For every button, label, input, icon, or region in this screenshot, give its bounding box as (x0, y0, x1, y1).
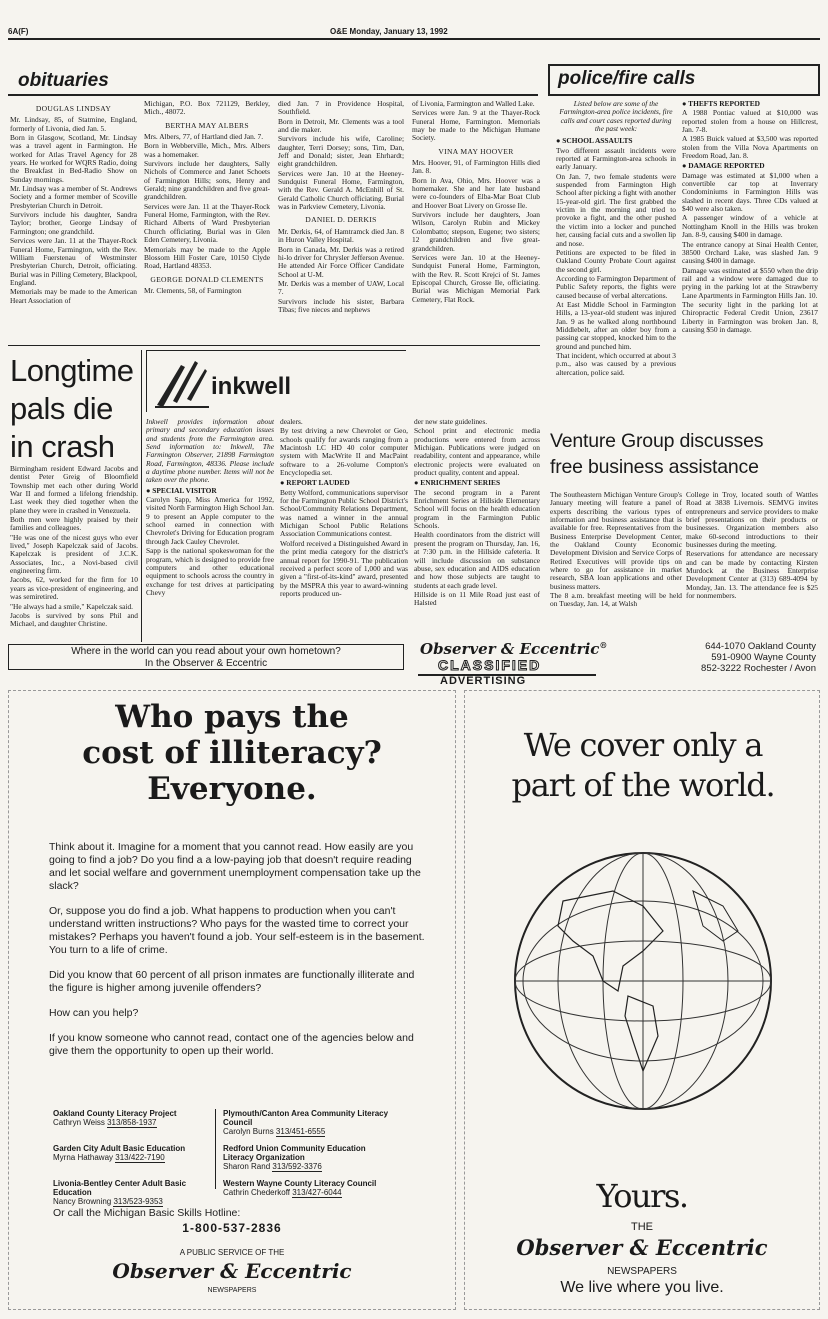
world-headline (475, 725, 811, 805)
venture-paragraph: College in Troy, located south of Wattles Road at 3838 Livernois. SEMVG invites entrepreneurs and service providers to make brief presentations on their products or businesses. Organization members also make 60-second introductions to their businesses during the meeting. (686, 491, 818, 550)
inkwell-intro: Inkwell provides information about primary and secondary education issues and students from the Farmington area. Send information to: Inkwell, The Farmington Observer, 21898 Farmington Road, Farmington, 48336. Please include a daytime phone number. Items will not be taken over the phone. (146, 418, 274, 485)
venture-column-2 (686, 491, 818, 643)
police-paragraph: Two different assault incidents were reported at Farmington-area schools in early January. (556, 145, 676, 172)
inkwell-paragraph: The second program in a Parent Enrichment Series at Hillside Elementary School will focus on the health education program in the Farmington Public Schools. (414, 487, 540, 531)
agency-entry: Oakland County Literacy Project Cathryn Weiss 313/858-1937 (53, 1109, 177, 1127)
police-paragraph: That incident, which occurred at about 3 p.m., also was caused by a previous altercation, police said. (556, 350, 676, 377)
classified-phones (640, 641, 816, 674)
inkwell-paragraph: School print and electronic media productions were entered from across Michigan. Publications were judged on readability, content and appearance, while electronic projects were evaluated on product quality, content and appeal. (414, 426, 540, 478)
headline-line: Who pays the (115, 699, 349, 735)
obit-paragraph: Mr. Clements, 58, of Farmington (144, 285, 242, 295)
hometown-promo (8, 644, 404, 670)
inkwell-column-1 (146, 418, 274, 642)
obit-name-albers: BERTHA MAY ALBERS (165, 120, 249, 130)
registered-mark: ® (599, 640, 608, 650)
obit-column-3 (278, 100, 404, 340)
promo-line: Where in the world can you read about your own hometown? (71, 646, 341, 657)
obit-paragraph: of Livonia, Farmington and Walled Lake. (412, 100, 535, 108)
headline-line: Everyone. (147, 771, 317, 807)
school-assaults-heading: ● SCHOOL ASSAULTS (556, 136, 633, 146)
obit-paragraph: Memorials may be made to the American Heart Association of (10, 287, 137, 305)
obit-paragraph: died Jan. 7 in Providence Hospital, Southfield. (278, 100, 404, 117)
obit-paragraph: Memorials may be made to the Apple Blossom Hill Foster Care, 10150 Clyde Road, Hartland 48353. (144, 244, 270, 271)
literacy-body (49, 841, 429, 1058)
story-paragraph: Birmingham resident Edward Jacobs and dentist Peter Greig of Bloomfield Township met each other during World War II and formed a lifelong friendship. Last week they died together when the plane they were in crashed in Venezuela. (10, 465, 138, 515)
police-paragraph: A 1988 Pontiac valued at $10,000 was reported stolen from a house on Hillcrest, Jan. 7-8. (682, 108, 818, 135)
venture-paragraph: The 8 a.m. breakfast meeting will be held on Tuesday, Jan. 14, at Walsh (550, 591, 682, 609)
obit-bottom-rule (8, 345, 540, 346)
police-column-2 (682, 100, 818, 400)
advertising-word: ADVERTISING (440, 675, 527, 687)
obit-paragraph: Born in Canada, Mr. Derkis was a retired hi-lo driver for Chrysler Jefferson Avenue. He attended Air Force Officer Candidate School at U-M. (278, 244, 404, 279)
inkwell-paragraph: Hillside is on 11 Mile Road just east of Halsted (414, 589, 540, 608)
obit-paragraph: Services were Jan. 11 at the Thayer-Rock Funeral Home, Farmington, with the Rev. Richard Alberts of Ward Presbyterian Church officiating. Burial was in Glen Eden Cemetery, Livonia. (144, 201, 270, 245)
obit-paragraph: Born in Ava, Ohio, Mrs. Hoover was a homemaker. She and her late husband were co-founders of Elba-Mar Boat Club and Hoover Boat Livery on Grosse Ile. (412, 175, 540, 210)
page-number: 6A(F) (8, 27, 29, 36)
phone-line: 644-1070 Oakland County (705, 641, 816, 652)
obit-paragraph: Services were Jan. 9 at the Thayer-Rock Funeral Home, Farmington. Memorials may be made to the Michigan Humane Society. (412, 108, 540, 143)
obit-column-2 (144, 100, 270, 340)
obit-column-4 (412, 100, 540, 340)
obit-paragraph: Services were Jan. 10 at the Heeney-Sundquist Funeral Home, Farmington, with the Rev. Gerald A. McEnhill of St. Gerald Catholic Church officiating. Burial was in Parkview Cemetery, Livonia. (278, 168, 404, 212)
police-fire-underline (548, 94, 820, 96)
obit-paragraph: Survivors include his wife, Caroline; daughter, Terri Dorsey; sons, Tim, Dan, Jeff and Donald; sister, Jean Ehrhardt; eight grandchildren. (278, 134, 404, 169)
obit-name-hoover: VINA MAY HOOVER (438, 146, 514, 156)
world-the: THE (631, 1221, 653, 1233)
obit-paragraph: Born in Detroit, Mr. Clements was a tool and die maker. (278, 116, 404, 135)
header-rule (8, 38, 820, 40)
police-paragraph: Petitions are expected to be filed in Oakland County Probate Court against the second girl. (556, 247, 676, 274)
police-paragraph: A 1985 Buick valued at $3,500 was reported stolen from the Villa Nova Apartments on Freedom Road, Jan. 8. (682, 134, 818, 161)
headline-line: Longtime (10, 353, 134, 388)
headline-line: cost of illiteracy? (82, 735, 382, 771)
headline-line: part of the world. (511, 766, 775, 804)
police-paragraph: At East Middle School in Farmington Hills, a 13-year-old student was injured Jan. 9 as he walked along northbound Middlebelt, after an older boy from a passing car stopped, knocked him to the ground and punched him. (556, 299, 676, 351)
story-paragraph: Both men were highly praised by their families and colleagues. (10, 515, 138, 533)
obit-paragraph: Mr. Lindsay, 85, of Statmine, England, formerly of Livonia, died Jan. 5. (10, 115, 137, 133)
literacy-brand: Observer & Eccentric (112, 1259, 352, 1283)
special-visitor-heading: ● SPECIAL VISITOR (146, 485, 217, 495)
obit-paragraph: Mr. Derkis was a member of UAW, Local 7. (278, 278, 404, 297)
obit-paragraph: Michigan, P.O. Box 721129, Berkley, Mich., 48072. (144, 100, 270, 117)
obit-name-lindsay: DOUGLAS LINDSAY (35, 104, 112, 113)
enrichment-series-heading: ● ENRICHMENT SERIES (414, 478, 501, 488)
obit-paragraph: Services were Jan. 11 at the Thayer-Rock Funeral Home, Farmington, with the Rev. William Fuerstenau of Westminster Presbyterian Church, Detroit, officiating. Burial was in Pilling Cemetery, Blackpool, England. (10, 236, 137, 287)
inkwell-paragraph: der new state guidelines. (414, 418, 488, 426)
police-intro: Listed below are some of the Farmington-area police incidents, fire calls and court cases reported during the past week: (559, 100, 673, 134)
police-paragraph: On Jan. 7, two female students were suspended from Farmington High School after picking a fight with another 15-year-old girl. The first grabbed the victim in the morning and tried to provoke a fight, and the other pushed the victim into a locker and punched her, causing facial cuts and a swollen lip and nose. (556, 171, 676, 248)
agency-entry: Redford Union Community Education Literacy Organization Sharon Rand 313/592-3376 (223, 1144, 366, 1171)
headline-line: We cover only a (523, 726, 763, 764)
inkwell-paragraph: Betty Wolford, communications supervisor for the Farmington Public School District's School/Community Relations Department, was named a winner in the annual Michigan School Public Relations Association Communications contest. (280, 487, 408, 539)
literacy-paragraph: Did you know that 60 percent of all prison inmates are functionally illiterate and the figure is higher among juvenile offenders? (49, 969, 415, 994)
story-paragraph: Jacobs is survived by sons Phil and Michael, and daughter Christine. (10, 610, 138, 629)
police-paragraph: A passenger window of a vehicle at Nottingham Knoll in the Hills was broken Jan. 8-9, causing $400 in damage. (682, 213, 818, 240)
story-paragraph: "He always had a smile," Kapelczak said. (10, 601, 134, 611)
inkwell-paragraph: By test driving a new Chevrolet or Geo, schools qualify for awards ranging from a Macintosh LC HD 40 color computer system with MacWrite II and MacPaint software to a 26-volume Compton's Encyclopedia set. (280, 426, 408, 478)
phone-line: 591-0900 Wayne County (711, 652, 816, 663)
globe-icon (493, 831, 793, 1131)
literacy-ad (8, 690, 456, 1310)
obit-name-clements: GEORGE DONALD CLEMENTS (150, 274, 264, 284)
obit-paragraph: Survivors include her daughters, Sally Nichols of Commerce and Janet Schoets of Farmington Hills; sons, Henry and Gerald; nine grandchildren and five great-grandchildren. (144, 159, 270, 202)
inkwell-masthead (146, 350, 406, 412)
obit-paragraph: Mrs. Hoover, 91, of Farmington Hills died Jan. 8. (412, 158, 540, 176)
obit-paragraph: Survivors include his sister, Barbara Tibas; five nieces and nephews (278, 296, 404, 314)
hotline-number: 1-800-537-2836 (182, 1221, 282, 1235)
venture-paragraph: The Southeastern Michigan Venture Group's January meeting will feature a panel of experts describing the various types of information and business assistance that is available for free. Representatives from the Business Enterprise Development Center, the Oakland County Economic Development Division and Service Corps of Retired Executives will provide tips on where to go for assistance in market research, SBA loan applications and other business matters. (550, 491, 682, 591)
column-divider (141, 350, 142, 642)
literacy-paragraph: Think about it. Imagine for a moment that you cannot read. How easily are you going to find a job? Do you find a a low-paying job that doesn't require reading and let social welfare and government unemployment compensation take up the slack? (49, 841, 421, 892)
police-paragraph: According to Farmington Department of Public Safety reports, the fights were caused because of verbal altercations. (556, 273, 676, 300)
world-ad (464, 690, 820, 1310)
quill-icon (151, 355, 211, 411)
world-tagline: We live where you live. (560, 1279, 724, 1296)
obit-paragraph: Mr. Derkis, 64, of Hamtramck died Jan. 8 in Huron Valley Hospital. (278, 226, 404, 245)
agency-entry: Garden City Adult Basic Education Myrna Hathaway 313/422-7190 (53, 1144, 186, 1162)
police-paragraph: Damage was estimated at $550 when the drip rail and a window were damaged due to prying in the parking lot at the Strawberry Lane Apartments in Farmington Hills Jan. 10. (682, 265, 818, 300)
headline-line: Venture Group discusses (550, 430, 764, 452)
inkwell-paragraph: Wolford received a Distinguished Award in the print media category for the district's annual report for 1990-91. The publication received a perfect score of 1,000 and was given a "first-of-its-kind" award, presented by the MSPRA this year to award-winning reports produced un- (280, 538, 408, 598)
headline-line: in crash (10, 429, 115, 464)
agency-divider (215, 1109, 216, 1189)
agency-entry: Livonia-Bentley Center Adult Basic Education Nancy Browning 313/523-9353 (53, 1179, 187, 1206)
literacy-headline (9, 699, 455, 807)
obit-paragraph: Born in Glasgow, Scotland, Mr. Lindsay was a travel agent in Farmington. He worked for Atlas Travel Agency for 28 years. He worked for WQRS Radio, doing the Breakfast in Bed-Radio Show on Sunday mornings. (10, 133, 137, 184)
police-paragraph: Damage was estimated at $1,000 when a convertible car top at Inverrary Condominiums in Farmington Hills was slashed in recent days. Three CDs valued at $40 were also taken. (682, 170, 818, 214)
literacy-newspapers: NEWSPAPERS (207, 1287, 257, 1294)
inkwell-column-3 (414, 418, 540, 642)
inkwell-column-2 (280, 418, 408, 642)
police-paragraph: The security light in the parking lot at Chiropractic Federal Credit Union, 23617 Liberty in Farmington was broken Jan. 8, causing $50 in damage. (682, 299, 818, 334)
hotline-label: Or call the Michigan Basic Skills Hotline: (53, 1207, 241, 1219)
headline-line: free business assistance (550, 456, 759, 478)
obit-paragraph: Mr. Lindsay was a member of St. Andrews Society and a former member of Scoville Presbyterian Church in Detroit. (10, 184, 137, 210)
obit-paragraph: Mrs. Albers, 77, of Hartland died Jan. 7. (144, 132, 264, 142)
inkwell-paragraph: Carolyn Sapp, Miss America for 1992, visited North Farmington High School Jan. 9 to present an Apple computer to the school earned in connection with Chevrolet's Driving for Education program through Jack Cauley Chevrolet. (146, 495, 274, 546)
literacy-paragraph: Or, suppose you do find a job. What happens to production when you can't understand written instructions? Who pays for the wasted time to correct your mistakes? Perhaps you haven't found a job. Your self-esteem is in the basement. You turn to a life of crime. (49, 905, 425, 956)
literacy-paragraph: How can you help? (49, 1007, 139, 1019)
world-newspapers: NEWSPAPERS (607, 1266, 677, 1277)
world-brand: Observer & Eccentric (516, 1235, 768, 1260)
obit-paragraph: Services were Jan. 10 at the Heeney-Sundquist Funeral Home, Farmington, with the Rev. R. Scott Krejci of St. James Episcopal Church, Grosse Ile, officiating. Burial was Michigan Memorial Park Cemetery, Flat Rock. (412, 252, 540, 304)
obit-paragraph: Born in Webberville, Mich., Mrs. Albers was a homemaker. (144, 141, 270, 159)
inkwell-heading: inkwell (211, 373, 292, 400)
venture-headline (550, 428, 763, 480)
inkwell-paragraph: Sapp is the national spokeswoman for the program, which is designed to provide free computers and other educational equipment to schools across the country in exchange for test drives at participating Chevy (146, 546, 274, 597)
damage-heading: ● DAMAGE REPORTED (682, 161, 765, 171)
venture-column-1 (550, 491, 682, 643)
inkwell-paragraph: Health coordinators from the district will present the program on Thursday, Jan. 16, at 7:30 p.m. in the Hillside cafeteria. It will include discussion on substance abuse, sex education and AIDS education and how those subjects are taught to students at each grade level. (414, 530, 540, 590)
story-paragraph: Jacobs, 62, worked for the firm for 10 years as vice-president of engineering, and was semiretired. (10, 575, 138, 602)
classified-brand: Observer & Eccentric® (420, 640, 608, 658)
public-service-label: A PUBLIC SERVICE OF THE (179, 1248, 285, 1257)
headline-line: pals die (10, 391, 113, 426)
obituaries-underline (8, 94, 538, 96)
thefts-heading: ● THEFTS REPORTED (682, 100, 760, 108)
obit-paragraph: Survivors include his daughter, Sandra Taylor; brother, George Lindsay of Farmington; one grandchild. (10, 210, 137, 236)
phone-line: 852-3222 Rochester / Avon (701, 663, 816, 674)
inkwell-paragraph: dealers. (280, 418, 303, 426)
longtime-headline (10, 352, 134, 466)
obit-paragraph: Survivors include her daughters, Joan Wilson, Carolyn Rubin and Mickey Colombatto; stepson, Eugene; two sisters; 12 grandchildren and five great-grandchildren. (412, 210, 540, 253)
literacy-paragraph: If you know someone who cannot read, contact one of the agencies below and give them the opportunity to open up their world. (49, 1032, 414, 1057)
story-paragraph: "He was one of the nicest guys who ever lived," Joseph Kapelczak said of Jacobs. Kapelczak is president of J.C.K. Associates, Inc., a Novi-based civil engineering firm. (10, 532, 138, 576)
police-fire-heading: police/fire calls (558, 68, 696, 89)
classified-ad (410, 640, 820, 688)
police-column-1 (556, 100, 676, 400)
venture-paragraph: Reservations for attendance are necessary and can be made by contacting Kirsten Murdock at the Business Enterprise Development Center at (313) 689-4094 by Monday, Jan. 13. The attendance fee is $25 for nonmembers. (686, 549, 818, 601)
obit-column-1 (10, 100, 137, 340)
classified-word: CLASSIFIED (438, 657, 542, 673)
agency-list (53, 1109, 393, 1206)
obituaries-heading: obituaries (18, 70, 109, 91)
agency-entry: Western Wayne County Literacy Council Cathrin Chederkoff 313/427-6044 (223, 1179, 377, 1197)
agency-entry: Plymouth/Canton Area Community Literacy Council Carolyn Burns 313/451-6555 (223, 1109, 389, 1136)
report-lauded-heading: ● REPORT LAUDED (280, 478, 350, 488)
promo-line: In the Observer & Eccentric (144, 658, 268, 669)
obit-name-derkis: DANIEL D. DERKIS (305, 215, 377, 225)
police-paragraph: The entrance canopy at Sinai Health Center, 38500 Orchard Lake, was slashed Jan. 9 causing $400 in damage. (682, 239, 818, 266)
page-dateline: O&E Monday, January 13, 1992 (330, 27, 448, 36)
longtime-story (10, 465, 138, 643)
yours-text: Yours. (596, 1177, 688, 1215)
